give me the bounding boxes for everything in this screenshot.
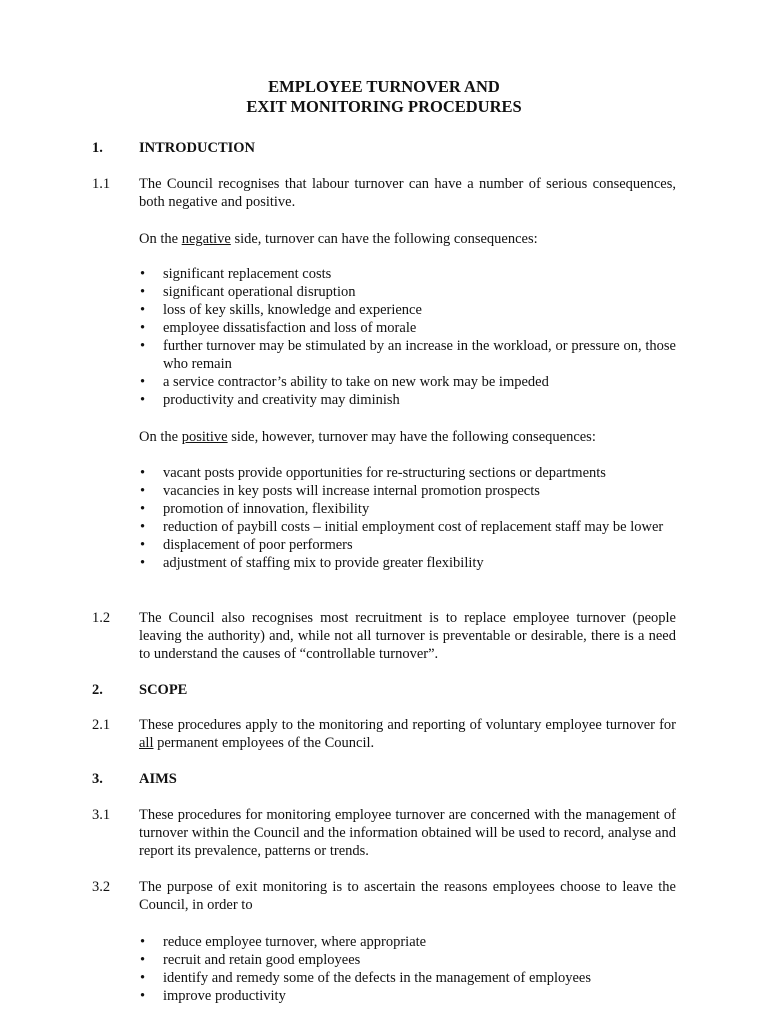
paragraph-1-1-text: The Council recognises that labour turnover can have a number of serious consequences, both negative and positive. [139, 176, 676, 210]
bullet-icon: • [140, 501, 146, 517]
bullet-icon: • [140, 970, 146, 986]
list-item: • adjustment of staffing mix to provide greater flexibility [140, 555, 484, 571]
paragraph-3-1-number: 3.1 [92, 807, 111, 823]
document-title-line-2: EXIT MONITORING PROCEDURES [246, 97, 522, 116]
bullet-icon: • [140, 374, 146, 390]
bullet-icon: • [140, 934, 146, 950]
bullet-icon: • [140, 284, 146, 300]
list-item: • recruit and retain good employees [140, 952, 361, 968]
bullet-icon: • [140, 338, 146, 354]
document-title-line-1: EMPLOYEE TURNOVER AND [268, 77, 500, 96]
section-3-number: 3. [92, 771, 103, 787]
bullet-icon: • [140, 519, 146, 535]
paragraph-2-1-text: These procedures apply to the monitoring and reporting of voluntary employee turnover for all permanent employees of the Council. [139, 717, 676, 751]
bullet-icon: • [140, 302, 146, 318]
list-item: • significant replacement costs [140, 266, 332, 282]
positive-intro-before: On the [139, 429, 182, 445]
list-item: • reduce employee turnover, where appropriate [140, 934, 427, 950]
list-item: • productivity and creativity may diminish [140, 392, 400, 408]
list-item: • displacement of poor performers [140, 537, 353, 553]
bullet-icon: • [140, 952, 146, 968]
list-item: • promotion of innovation, flexibility [140, 501, 370, 517]
positive-intro [139, 428, 676, 446]
list-item: • vacant posts provide opportunities for re-structuring sections or departments [140, 465, 606, 481]
exit-monitoring-purpose-list [139, 933, 676, 1005]
section-1-number: 1. [92, 140, 103, 156]
paragraph-3-1-text: These procedures for monitoring employee turnover are concerned with the management of turnover within the Council and the information obtained will be used to record, analyse and report its prevalence, patterns or trends. [139, 807, 676, 859]
negative-intro-after: side, turnover can have the following consequences: [230, 231, 538, 247]
list-item: • reduction of paybill costs – initial employment cost of replacement staff may be lower [140, 519, 664, 535]
bullet-icon: • [140, 320, 146, 336]
section-3-heading: AIMS [139, 771, 177, 787]
bullet-icon: • [140, 555, 146, 571]
list-item: • vacancies in key posts will increase internal promotion prospects [140, 483, 540, 499]
section-2-number: 2. [92, 682, 103, 698]
negative-intro [139, 230, 676, 248]
positive-underlined-word: positive [181, 429, 228, 445]
bullet-icon: • [140, 266, 146, 282]
bullet-icon: • [140, 537, 146, 553]
bullet-icon: • [140, 465, 146, 481]
bullet-icon: • [140, 392, 146, 408]
bullet-icon: • [140, 483, 146, 499]
positive-consequences-list [139, 464, 676, 572]
positive-intro-after: side, however, turnover may have the following consequences: [227, 429, 596, 445]
list-item: • loss of key skills, knowledge and experience [140, 302, 422, 318]
paragraph-3-2-text: The purpose of exit monitoring is to ascertain the reasons employees choose to leave the Council, in order to [139, 879, 676, 913]
paragraph-1-2-number: 1.2 [92, 610, 111, 626]
paragraph-1-1-number: 1.1 [92, 176, 111, 192]
list-item: • a service contractor’s ability to take on new work may be impeded [140, 374, 549, 390]
list-item: • significant operational disruption [140, 284, 356, 300]
list-item: • employee dissatisfaction and loss of morale [140, 320, 417, 336]
all-underlined-word: all [139, 735, 154, 751]
negative-intro-before: On the [139, 231, 182, 247]
paragraph-3-2-number: 3.2 [92, 879, 111, 895]
section-1-heading: INTRODUCTION [139, 140, 256, 156]
paragraph-1-2-text: The Council also recognises most recruitment is to replace employee turnover (people leaving the authority) and, while not all turnover is preventable or desirable, there is a need to understand the causes of “controllable turnover”. [139, 610, 676, 662]
bullet-icon: • [140, 988, 146, 1004]
negative-consequences-list [139, 265, 676, 409]
paragraph-2-1-number: 2.1 [92, 717, 111, 733]
negative-underlined-word: negative [181, 231, 231, 247]
list-item: • identify and remedy some of the defects in the management of employees [140, 970, 592, 986]
list-item: • further turnover may be stimulated by an increase in the workload, or pressure on, those who remain [140, 338, 676, 372]
section-2-heading: SCOPE [139, 682, 188, 698]
list-item: • improve productivity [140, 988, 286, 1004]
